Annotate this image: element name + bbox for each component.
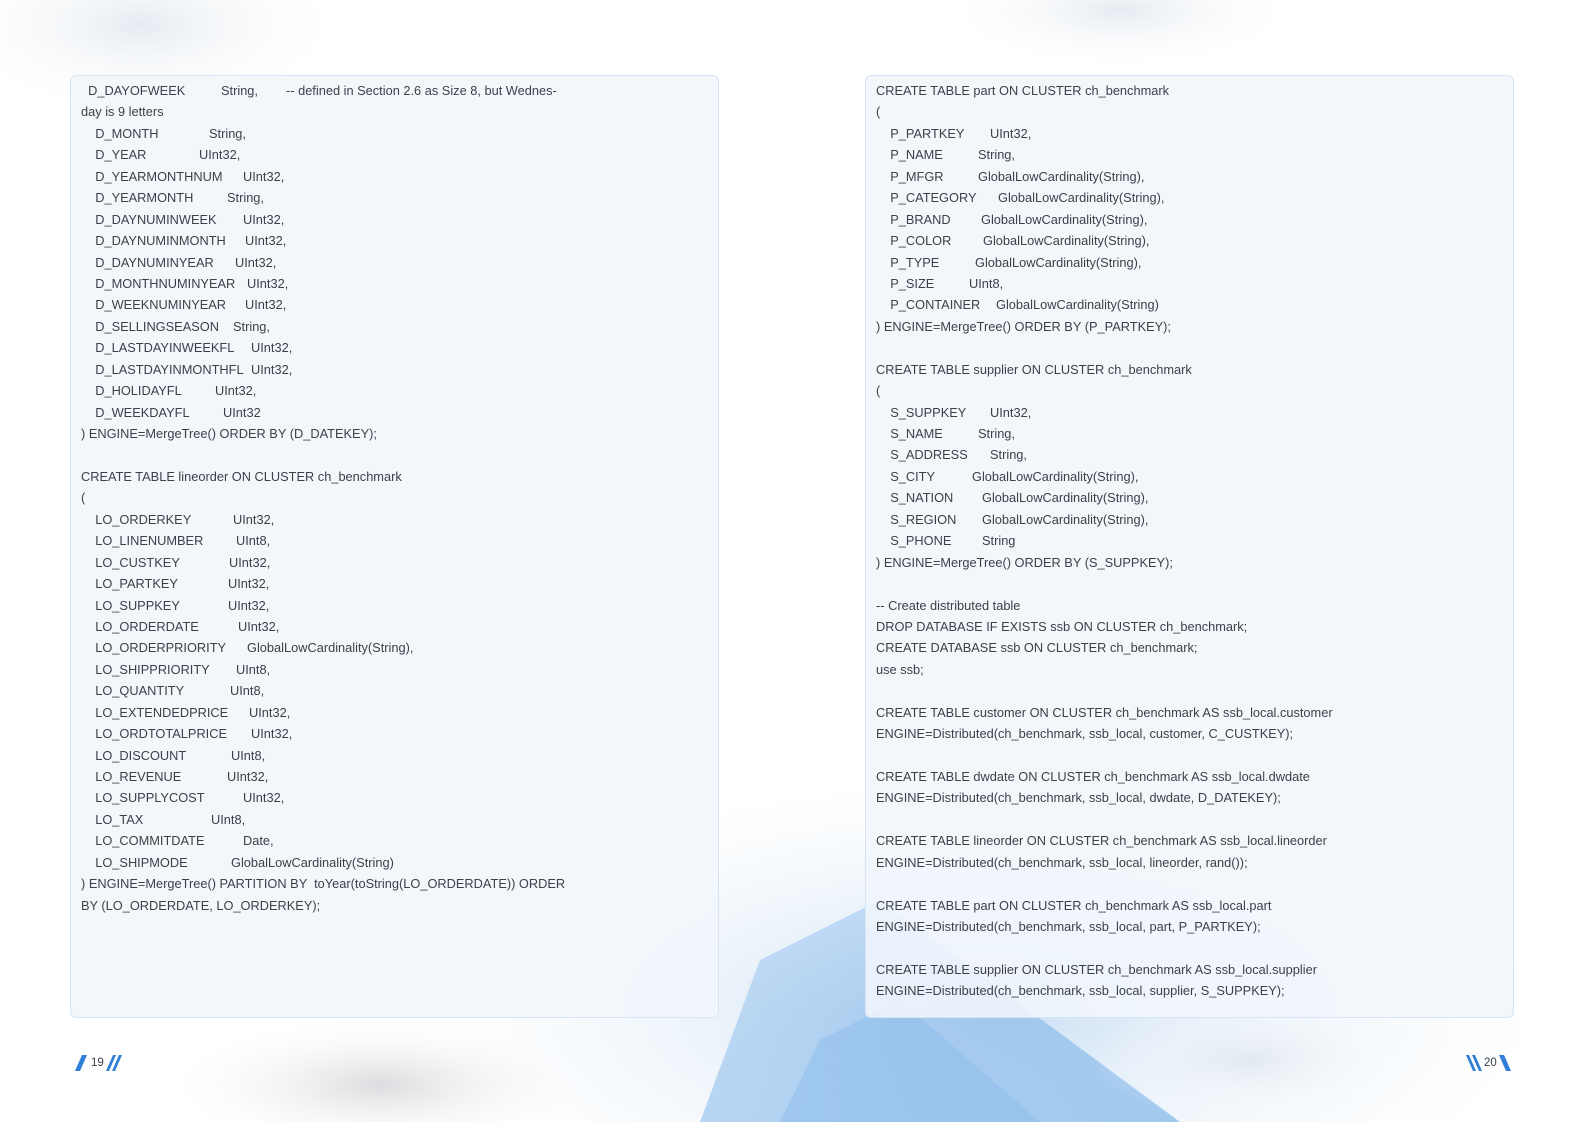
code-line: CREATE TABLE part ON CLUSTER ch_benchmark: [876, 83, 1170, 98]
column-name: S_SUPPKEY: [876, 404, 967, 420]
column-name: LO_TAX: [81, 811, 144, 827]
code-line: [876, 809, 1333, 830]
code-line: [81, 294, 565, 315]
column-type: UInt32,: [251, 726, 293, 742]
column-name: D_LASTDAYINWEEKFL: [81, 340, 235, 356]
code-line: [876, 444, 1333, 465]
column-name: LO_REVENUE: [81, 769, 182, 784]
code-line: [876, 938, 1333, 959]
column-type: UInt32: [223, 404, 261, 420]
code-line: [81, 809, 565, 830]
column-type: UInt32,: [990, 125, 1032, 141]
column-type: UInt8,: [236, 533, 271, 549]
column-name: LO_LINENUMBER: [81, 533, 204, 549]
code-line: [876, 745, 1333, 766]
column-type: String,: [233, 318, 270, 334]
column-type: GlobalLowCardinality(String),: [982, 511, 1149, 527]
column-type: GlobalLowCardinality(String),: [981, 211, 1148, 227]
code-line: [81, 273, 565, 294]
column-type: UInt8,: [236, 661, 271, 677]
column-type: UInt8,: [230, 683, 265, 699]
column-type: GlobalLowCardinality(String),: [972, 468, 1139, 484]
left-page-number: [75, 1055, 122, 1071]
column-type: String,: [978, 147, 1015, 163]
code-line: [81, 766, 565, 787]
right-page-number: [1466, 1055, 1513, 1071]
column-name: P_TYPE: [876, 254, 940, 270]
code-line: CREATE DATABASE ssb ON CLUSTER ch_benchmark;: [876, 640, 1198, 656]
left-code-block: [81, 80, 565, 916]
column-name: P_NAME: [876, 147, 943, 163]
code-line: CREATE TABLE supplier ON CLUSTER ch_benchmark: [876, 361, 1192, 377]
column-name: D_LASTDAYINMONTHFL: [81, 361, 244, 377]
code-line: [876, 209, 1333, 230]
column-type: UInt32,: [249, 704, 291, 720]
column-name: LO_SHIPPRIORITY: [81, 661, 210, 677]
right-code-block: [876, 80, 1333, 1002]
code-line: [81, 444, 565, 465]
code-line: [81, 830, 565, 851]
code-line: [81, 723, 565, 744]
code-line: day is 9 letters: [81, 104, 164, 120]
code-line: [876, 402, 1333, 423]
code-line: [81, 380, 565, 401]
code-line: [81, 144, 565, 165]
left-code-panel: [70, 75, 719, 1018]
code-line: [876, 423, 1333, 444]
column-type: UInt32,: [228, 597, 270, 613]
column-name: D_DAYNUMINMONTH: [81, 233, 226, 249]
column-name: D_YEAR: [81, 147, 147, 163]
column-name: S_NATION: [876, 490, 954, 506]
code-line: -- Create distributed table: [876, 597, 1021, 613]
code-line: [876, 294, 1333, 315]
code-line: CREATE TABLE part ON CLUSTER ch_benchmark AS ssb_local.part: [876, 897, 1272, 913]
column-type: Date,: [243, 833, 274, 849]
code-line: [81, 680, 565, 701]
column-name: D_DAYOFWEEK: [81, 83, 186, 98]
column-name: LO_COMMITDATE: [81, 833, 205, 849]
column-name: P_BRAND: [876, 211, 951, 227]
code-line: [876, 530, 1333, 551]
column-type: UInt32,: [228, 576, 270, 592]
code-line: (: [876, 383, 881, 399]
column-name: D_YEARMONTHNUM: [81, 168, 223, 184]
column-name: LO_ORDERDATE: [81, 618, 199, 634]
column-name: LO_SHIPMODE: [81, 854, 188, 870]
column-type: UInt32,: [243, 211, 285, 227]
column-type: UInt32,: [243, 168, 285, 184]
column-type: UInt8,: [231, 747, 266, 763]
column-name: S_NAME: [876, 426, 943, 441]
code-line: [81, 80, 565, 101]
column-name: D_DAYNUMINYEAR: [81, 254, 214, 270]
code-line: [876, 144, 1333, 165]
column-name: P_CONTAINER: [876, 297, 981, 313]
column-type: UInt32,: [215, 383, 257, 399]
code-line: [81, 402, 565, 423]
column-type: UInt32,: [990, 404, 1032, 420]
column-type: UInt32,: [233, 511, 275, 527]
code-line: [81, 616, 565, 637]
code-line: CREATE TABLE dwdate ON CLUSTER ch_benchmark AS ssb_local.dwdate: [876, 769, 1310, 784]
code-line: CREATE TABLE supplier ON CLUSTER ch_benchmark AS ssb_local.supplier: [876, 961, 1317, 977]
column-type: UInt32,: [247, 275, 289, 291]
column-type: UInt32,: [238, 618, 280, 634]
code-line: ) ENGINE=MergeTree() PARTITION BY toYear(toString(LO_ORDERDATE)) ORDER: [81, 876, 566, 892]
column-type: UInt32,: [199, 147, 241, 163]
code-line: [81, 637, 565, 658]
code-line: CREATE TABLE lineorder ON CLUSTER ch_benchmark AS ssb_local.lineorder: [876, 833, 1327, 849]
double-backslash-decoration-icon: [1466, 1055, 1482, 1071]
code-line: [81, 530, 565, 551]
column-type: String,: [978, 426, 1015, 441]
code-line: [876, 337, 1333, 358]
code-line: ENGINE=Distributed(ch_benchmark, ssb_local, dwdate, D_DATEKEY);: [876, 790, 1281, 806]
column-type: String,: [990, 447, 1027, 463]
code-line: ENGINE=Distributed(ch_benchmark, ssb_local, part, P_PARTKEY);: [876, 919, 1261, 935]
code-line: [876, 166, 1333, 187]
code-line: [876, 187, 1333, 208]
column-name: D_HOLIDAYFL: [81, 383, 182, 399]
column-name: LO_SUPPLYCOST: [81, 790, 205, 806]
column-name: LO_SUPPKEY: [81, 597, 180, 613]
code-line: use ssb;: [876, 661, 924, 677]
column-name: D_WEEKNUMINYEAR: [81, 297, 227, 313]
column-type: UInt32,: [245, 297, 287, 313]
code-line: [81, 573, 565, 594]
column-name: P_SIZE: [876, 275, 935, 291]
column-name: P_PARTKEY: [876, 125, 965, 141]
code-line: [81, 123, 565, 144]
column-name: S_REGION: [876, 511, 957, 527]
column-type: GlobalLowCardinality(String),: [975, 254, 1142, 270]
code-line: [876, 466, 1333, 487]
column-type: UInt32,: [227, 769, 269, 784]
column-type: String,: [221, 83, 258, 98]
code-line: ENGINE=Distributed(ch_benchmark, ssb_local, lineorder, rand());: [876, 854, 1248, 870]
code-line: [876, 252, 1333, 273]
column-type: UInt32,: [245, 233, 287, 249]
code-line: [81, 252, 565, 273]
column-name: D_DAYNUMINWEEK: [81, 211, 217, 227]
column-name: D_WEEKDAYFL: [81, 404, 190, 420]
column-name: LO_EXTENDEDPRICE: [81, 704, 229, 720]
column-name: D_MONTH: [81, 125, 159, 141]
column-type: GlobalLowCardinality(String),: [978, 168, 1145, 184]
column-type: GlobalLowCardinality(String),: [998, 190, 1165, 206]
column-name: S_PHONE: [876, 533, 952, 549]
column-name: P_MFGR: [876, 168, 944, 184]
column-name: D_SELLINGSEASON: [81, 318, 219, 334]
code-line: [81, 166, 565, 187]
column-name: P_CATEGORY: [876, 190, 977, 206]
column-type: GlobalLowCardinality(String): [996, 297, 1159, 313]
code-line: [81, 787, 565, 808]
code-line: [876, 573, 1333, 594]
column-type: UInt32,: [235, 254, 277, 270]
code-line: [876, 273, 1333, 294]
column-name: LO_QUANTITY: [81, 683, 185, 699]
column-name: S_CITY: [876, 468, 936, 484]
column-type: UInt32,: [229, 554, 271, 570]
code-line: ) ENGINE=MergeTree() ORDER BY (P_PARTKEY);: [876, 318, 1171, 334]
code-line: [81, 337, 565, 358]
code-line: [81, 359, 565, 380]
column-type: String: [982, 533, 1016, 549]
column-name: LO_ORDERKEY: [81, 511, 192, 527]
page-number-text: 20: [1484, 1057, 1497, 1069]
column-type: GlobalLowCardinality(String),: [983, 233, 1150, 249]
column-name: LO_DISCOUNT: [81, 747, 187, 763]
code-line: ENGINE=Distributed(ch_benchmark, ssb_local, supplier, S_SUPPKEY);: [876, 983, 1285, 999]
code-line: [876, 680, 1333, 701]
code-line: [876, 123, 1333, 144]
column-type: String,: [209, 125, 246, 141]
code-line: [81, 316, 565, 337]
column-type: UInt32,: [243, 790, 285, 806]
code-line: BY (LO_ORDERDATE, LO_ORDERKEY);: [81, 897, 321, 913]
code-line: CREATE TABLE lineorder ON CLUSTER ch_benchmark: [81, 468, 402, 484]
code-line: [81, 230, 565, 251]
code-line: [876, 509, 1333, 530]
code-line: [81, 745, 565, 766]
column-type: UInt32,: [251, 340, 293, 356]
code-line: DROP DATABASE IF EXISTS ssb ON CLUSTER ch_benchmark;: [876, 618, 1248, 634]
column-type: GlobalLowCardinality(String),: [982, 490, 1149, 506]
code-line: [81, 552, 565, 573]
column-name: LO_ORDTOTALPRICE: [81, 726, 228, 742]
column-name: LO_CUSTKEY: [81, 554, 180, 570]
code-line: (: [876, 104, 881, 120]
double-slash-decoration-icon: [106, 1055, 122, 1071]
code-line: [81, 702, 565, 723]
column-type: String,: [227, 190, 264, 206]
right-code-panel: [865, 75, 1514, 1018]
code-comment: -- defined in Section 2.6 as Size 8, but Wednes-: [286, 83, 557, 98]
code-line: (: [81, 490, 86, 506]
column-name: LO_ORDERPRIORITY: [81, 640, 227, 656]
column-type: UInt8,: [211, 811, 246, 827]
code-line: [81, 659, 565, 680]
column-type: GlobalLowCardinality(String),: [247, 640, 414, 656]
column-type: UInt8,: [969, 275, 1004, 291]
column-name: D_MONTHNUMINYEAR: [81, 275, 236, 291]
code-line: [81, 852, 565, 873]
slash-decoration-icon: [75, 1055, 89, 1071]
code-line: ) ENGINE=MergeTree() ORDER BY (D_DATEKEY);: [81, 426, 377, 441]
code-line: [81, 209, 565, 230]
code-line: ENGINE=Distributed(ch_benchmark, ssb_local, customer, C_CUSTKEY);: [876, 726, 1294, 742]
backslash-decoration-icon: [1499, 1055, 1513, 1071]
column-type: UInt32,: [251, 361, 293, 377]
column-name: LO_PARTKEY: [81, 576, 178, 592]
code-line: [81, 187, 565, 208]
code-line: [81, 509, 565, 530]
code-line: [81, 595, 565, 616]
column-type: GlobalLowCardinality(String): [231, 854, 394, 870]
column-name: D_YEARMONTH: [81, 190, 194, 206]
code-line: ) ENGINE=MergeTree() ORDER BY (S_SUPPKEY);: [876, 554, 1173, 570]
column-name: S_ADDRESS: [876, 447, 968, 463]
page-number-text: 19: [91, 1057, 104, 1069]
code-line: [876, 487, 1333, 508]
code-line: CREATE TABLE customer ON CLUSTER ch_benchmark AS ssb_local.customer: [876, 704, 1333, 720]
column-name: P_COLOR: [876, 233, 952, 249]
code-line: [876, 230, 1333, 251]
code-line: [876, 873, 1333, 894]
